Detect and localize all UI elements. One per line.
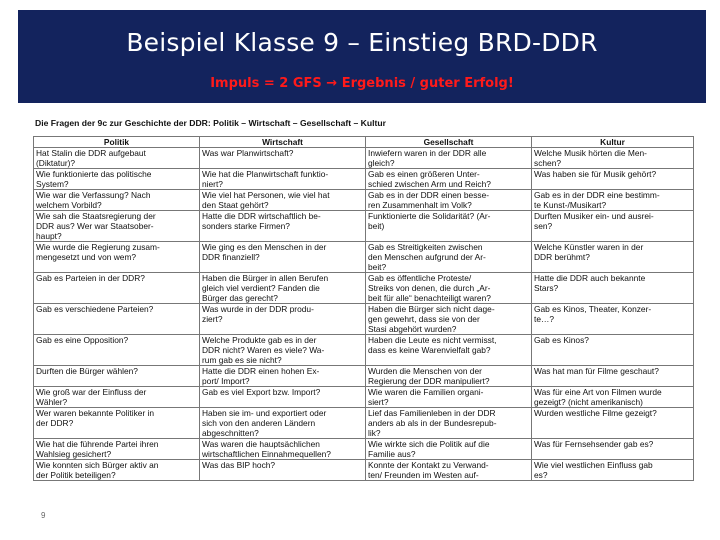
table-cell: Hatte die DDR einen hohen Ex- port/ Import? (200, 366, 366, 387)
table-row (34, 387, 694, 408)
table-cell: Was haben sie für Musik gehört? (532, 169, 694, 190)
table-cell: Was für Fernsehsender gab es? (532, 439, 694, 460)
table-cell: Hatte die DDR wirtschaftlich be- sonders starke Firmen? (200, 211, 366, 242)
table-cell: Wie funktionierte das politische System? (34, 169, 200, 190)
column-header-gesellschaft: Gesellschaft (366, 137, 532, 148)
table-cell: Wie hat die führende Partei ihren Wahlsieg gesichert? (34, 439, 200, 460)
table-cell: Was hat man für Filme geschaut? (532, 366, 694, 387)
table-cell: Haben die Leute es nicht vermisst, dass es keine Warenvielfalt gab? (366, 335, 532, 366)
table-row (34, 211, 694, 242)
table-cell: Welche Produkte gab es in der DDR nicht? Waren es viele? Wa- rum gab es sie nicht? (200, 335, 366, 366)
table-row (34, 242, 694, 273)
table-cell: Was war Planwirtschaft? (200, 148, 366, 169)
questions-table (33, 136, 694, 481)
table-row (34, 190, 694, 211)
table-row (34, 439, 694, 460)
table-cell: Wie waren die Familien organi- siert? (366, 387, 532, 408)
slide-title: Beispiel Klasse 9 – Einstieg BRD-DDR (126, 28, 598, 57)
column-header-kultur: Kultur (532, 137, 694, 148)
table-cell: Lief das Familienleben in der DDR anders ab als in der Bundesrepub- lik? (366, 408, 532, 439)
table-cell: Durften die Bürger wählen? (34, 366, 200, 387)
table-cell: Konnte der Kontakt zu Verwand- ten/ Freunden im Westen auf- (366, 460, 532, 481)
table-cell: Gab es einen größeren Unter- schied zwischen Arm und Reich? (366, 169, 532, 190)
table-cell: Wurden die Menschen von der Regierung der DDR manipuliert? (366, 366, 532, 387)
table-cell: Wie sah die Staatsregierung der DDR aus? Wer war Staatsober- haupt? (34, 211, 200, 242)
table-cell: Gab es Parteien in der DDR? (34, 273, 200, 304)
table-row (34, 335, 694, 366)
table-cell: Funktionierte die Solidarität? (Ar- beit) (366, 211, 532, 242)
table-body (34, 148, 694, 481)
table-cell: Wie wurde die Regierung zusam- mengesetzt und von wem? (34, 242, 200, 273)
table-cell: Wie groß war der Einfluss der Wähler? (34, 387, 200, 408)
table-cell: Gab es Streitigkeiten zwischen den Menschen aufgrund der Ar- beit? (366, 242, 532, 273)
table-cell: Wie konnten sich Bürger aktiv an der Politik beteiligen? (34, 460, 200, 481)
table-header-row (34, 137, 694, 148)
table-row (34, 304, 694, 335)
table-cell: Durften Musiker ein- und ausrei- sen? (532, 211, 694, 242)
table-cell: Was wurde in der DDR produ- ziert? (200, 304, 366, 335)
table-cell: Hatte die DDR auch bekannte Stars? (532, 273, 694, 304)
table-cell: Gab es verschiedene Parteien? (34, 304, 200, 335)
table-cell: Was waren die hauptsächlichen wirtschaftlichen Einnahmequellen? (200, 439, 366, 460)
column-header-wirtschaft: Wirtschaft (200, 137, 366, 148)
table-cell: Wie viel westlichen Einfluss gab es? (532, 460, 694, 481)
table-row (34, 273, 694, 304)
table-row (34, 408, 694, 439)
table-cell: Haben die Bürger sich nicht dage- gen gewehrt, dass sie von der Stasi abgehört wurden? (366, 304, 532, 335)
table-cell: Hat Stalin die DDR aufgebaut (Diktatur)? (34, 148, 200, 169)
table-cell: Wie hat die Planwirtschaft funktio- niert? (200, 169, 366, 190)
table-cell: Welche Künstler waren in der DDR berühmt? (532, 242, 694, 273)
slide-subtitle: Impuls = 2 GFS → Ergebnis / guter Erfolg! (210, 76, 514, 91)
table-cell: Gab es eine Opposition? (34, 335, 200, 366)
document-title: Die Fragen der 9c zur Geschichte der DDR: Politik – Wirtschaft – Gesellschaft – Kultur (35, 118, 386, 128)
table-cell: Gab es Kinos, Theater, Konzer- te…? (532, 304, 694, 335)
column-header-politik: Politik (34, 137, 200, 148)
table-cell: Wie wirkte sich die Politik auf die Familie aus? (366, 439, 532, 460)
table-cell: Gab es öffentliche Proteste/ Streiks von denen, die durch „Ar- beit für alle“ benachteiligt waren? (366, 273, 532, 304)
table-row (34, 148, 694, 169)
table-row (34, 169, 694, 190)
slide-number: 9 (41, 511, 46, 520)
slide-header (18, 10, 706, 103)
table-cell: Haben die Bürger in allen Berufen gleich viel verdient? Fanden die Bürger das gerecht? (200, 273, 366, 304)
table-cell: Wurden westliche Filme gezeigt? (532, 408, 694, 439)
table-cell: Wie war die Verfassung? Nach welchem Vorbild? (34, 190, 200, 211)
table-cell: Inwiefern waren in der DDR alle gleich? (366, 148, 532, 169)
table-cell: Wer waren bekannte Politiker in der DDR? (34, 408, 200, 439)
table-cell: Gab es viel Export bzw. Import? (200, 387, 366, 408)
table-row (34, 366, 694, 387)
table-row (34, 460, 694, 481)
table-cell: Gab es Kinos? (532, 335, 694, 366)
table-cell: Welche Musik hörten die Men- schen? (532, 148, 694, 169)
table-cell: Wie ging es den Menschen in der DDR finanziell? (200, 242, 366, 273)
table-cell: Was für eine Art von Filmen wurde gezeigt? (nicht amerikanisch) (532, 387, 694, 408)
table-cell: Was das BIP hoch? (200, 460, 366, 481)
table-cell: Wie viel hat Personen, wie viel hat den Staat gehört? (200, 190, 366, 211)
scanned-document (33, 116, 693, 530)
table-cell: Haben sie im- und exportiert oder sich von den anderen Ländern abgeschnitten? (200, 408, 366, 439)
table-cell: Gab es in der DDR einen besse- ren Zusammenhalt im Volk? (366, 190, 532, 211)
table-cell: Gab es in der DDR eine bestimm- te Kunst-/Musikart? (532, 190, 694, 211)
